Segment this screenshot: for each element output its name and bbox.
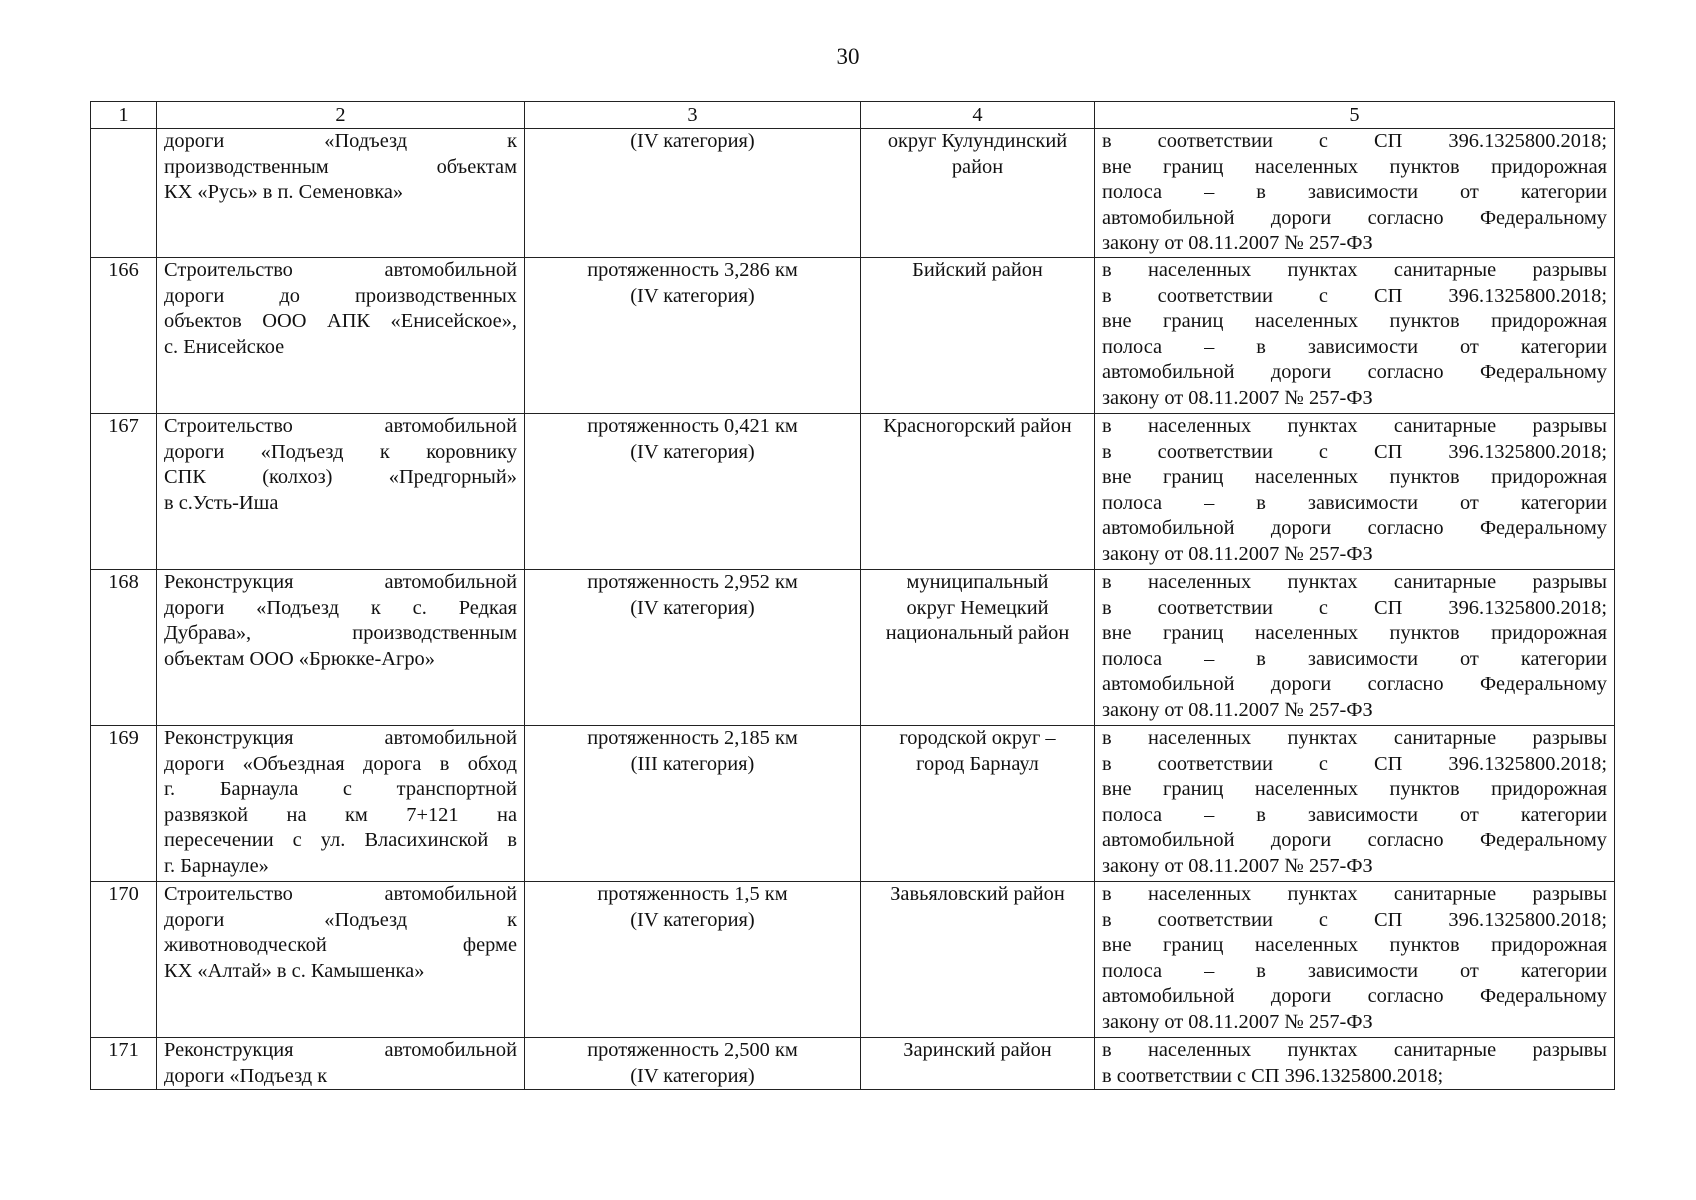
cell-text-line: протяженность 2,185 км [587, 727, 798, 749]
cell-text-line: дороги «Подъезд к [164, 130, 517, 152]
cell-text-line: полоса – в зависимости от категории [1102, 491, 1607, 514]
cell-text-line: (IV категория) [630, 130, 755, 152]
object-length-cell [525, 726, 861, 882]
cell-text-line: вне границ населенных пунктов придорожная [1102, 778, 1607, 801]
cell-text-line: Дубрава», производственным [164, 622, 517, 645]
cell-text-line: с. Енисейское [164, 335, 285, 358]
cell-text-line: автомобильной дороги согласно Федеральному [1102, 985, 1607, 1008]
cell-text-line: полоса – в зависимости от категории [1102, 959, 1607, 982]
cell-text-line: вне границ населенных пунктов придорожная [1102, 622, 1607, 645]
cell-text-line: протяженность 1,5 км [597, 883, 788, 905]
cell-text-line: в населенных пунктах санитарные разрывы [1102, 1039, 1607, 1061]
table-row [91, 882, 1615, 1038]
cell-text-line: Строительство автомобильной [164, 883, 517, 905]
cell-text-line: СПК (колхоз) «Предгорный» [164, 466, 517, 489]
page-number: 30 [836, 44, 860, 69]
object-name-cell [157, 1038, 525, 1090]
cell-text-line: протяженность 2,500 км [587, 1039, 798, 1061]
cell-text-line: протяженность 2,952 км [587, 571, 798, 593]
cell-text-line: дороги «Объездная дорога в обход [164, 752, 517, 775]
cell-text-line: Реконструкция автомобильной [164, 571, 517, 593]
cell-text-line: г. Барнаула с транспортной [164, 778, 517, 801]
column-number-3: 3 [525, 102, 861, 129]
column-number-4: 4 [861, 102, 1095, 129]
object-name-cell [157, 882, 525, 1038]
object-length-cell [525, 570, 861, 726]
cell-text-line: протяженность 3,286 км [587, 259, 798, 281]
cell-text-line: городской округ – [899, 727, 1056, 749]
cell-text-line: Строительство автомобильной [164, 259, 517, 281]
cell-text-line: национальный район [885, 622, 1070, 645]
row-number: 171 [91, 1038, 157, 1090]
object-name-cell [157, 414, 525, 570]
restrictions-cell [1095, 570, 1615, 726]
cell-text-line: (IV категория) [630, 284, 755, 307]
cell-text-line: муниципальный [906, 571, 1049, 593]
cell-text-line: полоса – в зависимости от категории [1102, 647, 1607, 670]
cell-text-line: Реконструкция автомобильной [164, 1039, 517, 1061]
cell-text-line: закону от 08.11.2007 № 257-ФЗ [1102, 232, 1373, 255]
location-cell [861, 726, 1095, 882]
cell-text-line: дороги «Подъезд к [164, 1064, 328, 1087]
cell-text-line: в населенных пунктах санитарные разрывы [1102, 571, 1607, 593]
cell-text-line: производственным объектам [164, 155, 517, 178]
cell-text-line: в соответствии с СП 396.1325800.2018; [1102, 1064, 1444, 1087]
table-body [91, 102, 1615, 1090]
cell-text-line: вне границ населенных пунктов придорожная [1102, 310, 1607, 333]
cell-text-line: округ Немецкий [906, 596, 1049, 619]
cell-text-line: автомобильной дороги согласно Федеральному [1102, 517, 1607, 540]
cell-text-line: протяженность 0,421 км [587, 415, 798, 437]
table-row [91, 414, 1615, 570]
object-length-cell [525, 882, 861, 1038]
row-number: 169 [91, 726, 157, 882]
cell-text-line: закону от 08.11.2007 № 257-ФЗ [1102, 1010, 1373, 1033]
cell-text-line: автомобильной дороги согласно Федеральному [1102, 829, 1607, 852]
column-number-header-row [91, 102, 1615, 129]
location-cell [861, 570, 1095, 726]
cell-text-line: объектов ООО АПК «Енисейское», [164, 310, 517, 333]
cell-text-line: г. Барнауле» [164, 854, 269, 877]
object-name-cell [157, 570, 525, 726]
restrictions-cell [1095, 129, 1615, 258]
restrictions-cell [1095, 1038, 1615, 1090]
cell-text-line: в населенных пунктах санитарные разрывы [1102, 415, 1607, 437]
location-cell [861, 258, 1095, 414]
cell-text-line: дороги «Подъезд к коровнику [164, 440, 517, 463]
cell-text-line: вне границ населенных пунктов придорожная [1102, 934, 1607, 957]
cell-text-line: город Барнаул [916, 752, 1039, 775]
column-number-5: 5 [1095, 102, 1615, 129]
cell-text-line: Реконструкция автомобильной [164, 727, 517, 749]
row-number [91, 129, 157, 258]
object-length-cell [525, 414, 861, 570]
cell-text-line: округ Кулундинский [887, 130, 1068, 152]
cell-text-line: в с.Усть-Иша [164, 491, 279, 514]
row-number: 168 [91, 570, 157, 726]
cell-text-line: пересечении с ул. Власихинской в [164, 829, 517, 852]
cell-text-line: (IV категория) [630, 440, 755, 463]
cell-text-line: закону от 08.11.2007 № 257-ФЗ [1102, 542, 1373, 565]
location-cell [861, 129, 1095, 258]
cell-text-line: (IV категория) [630, 908, 755, 931]
cell-text-line: закону от 08.11.2007 № 257-ФЗ [1102, 698, 1373, 721]
location-cell [861, 1038, 1095, 1090]
cell-text-line: закону от 08.11.2007 № 257-ФЗ [1102, 386, 1373, 409]
cell-text-line: в соответствии с СП 396.1325800.2018; [1102, 596, 1607, 619]
column-number-2: 2 [157, 102, 525, 129]
cell-text-line: Строительство автомобильной [164, 415, 517, 437]
cell-text-line: в соответствии с СП 396.1325800.2018; [1102, 130, 1607, 152]
row-number: 167 [91, 414, 157, 570]
cell-text-line: полоса – в зависимости от категории [1102, 803, 1607, 826]
cell-text-line: в населенных пунктах санитарные разрывы [1102, 259, 1607, 281]
cell-text-line: в населенных пунктах санитарные разрывы [1102, 883, 1607, 905]
cell-text-line: в соответствии с СП 396.1325800.2018; [1102, 284, 1607, 307]
object-name-cell [157, 726, 525, 882]
objects-table [90, 101, 1615, 1090]
cell-text-line: в соответствии с СП 396.1325800.2018; [1102, 440, 1607, 463]
cell-text-line: вне границ населенных пунктов придорожная [1102, 155, 1607, 178]
row-number: 170 [91, 882, 157, 1038]
cell-text-line: объектам ООО «Брюкке-Агро» [164, 647, 435, 670]
cell-text-line: Бийский район [912, 259, 1043, 281]
table-row [91, 1038, 1615, 1090]
cell-text-line: (III категория) [630, 752, 755, 775]
location-cell [861, 414, 1095, 570]
object-name-cell [157, 129, 525, 258]
cell-text-line: автомобильной дороги согласно Федеральному [1102, 206, 1607, 229]
cell-text-line: в соответствии с СП 396.1325800.2018; [1102, 752, 1607, 775]
restrictions-cell [1095, 726, 1615, 882]
cell-text-line: дороги «Подъезд к [164, 908, 517, 931]
cell-text-line: полоса – в зависимости от категории [1102, 181, 1607, 204]
object-length-cell [525, 129, 861, 258]
cell-text-line: КХ «Алтай» в с. Камышенка» [164, 959, 425, 982]
object-length-cell [525, 258, 861, 414]
cell-text-line: КХ «Русь» в п. Семеновка» [164, 181, 404, 204]
cell-text-line: вне границ населенных пунктов придорожная [1102, 466, 1607, 489]
cell-text-line: животноводческой ферме [164, 934, 517, 957]
restrictions-cell [1095, 414, 1615, 570]
restrictions-cell [1095, 258, 1615, 414]
cell-text-line: Красногорский район [883, 415, 1072, 437]
cell-text-line: (IV категория) [630, 1064, 755, 1087]
cell-text-line: автомобильной дороги согласно Федеральному [1102, 361, 1607, 384]
row-number: 166 [91, 258, 157, 414]
table-row [91, 570, 1615, 726]
location-cell [861, 882, 1095, 1038]
cell-text-line: Завьяловский район [890, 883, 1065, 905]
column-number-1: 1 [91, 102, 157, 129]
table-row [91, 129, 1615, 258]
cell-text-line: в населенных пунктах санитарные разрывы [1102, 727, 1607, 749]
cell-text-line: дороги «Подъезд к с. Редкая [164, 596, 517, 619]
cell-text-line: развязкой на км 7+121 на [164, 803, 517, 826]
cell-text-line: (IV категория) [630, 596, 755, 619]
cell-text-line: закону от 08.11.2007 № 257-ФЗ [1102, 854, 1373, 877]
object-name-cell [157, 258, 525, 414]
object-length-cell [525, 1038, 861, 1090]
cell-text-line: полоса – в зависимости от категории [1102, 335, 1607, 358]
cell-text-line: в соответствии с СП 396.1325800.2018; [1102, 908, 1607, 931]
cell-text-line: Заринский район [903, 1039, 1052, 1061]
table-row [91, 258, 1615, 414]
cell-text-line: дороги до производственных [164, 284, 517, 307]
table-row [91, 726, 1615, 882]
cell-text-line: автомобильной дороги согласно Федеральному [1102, 673, 1607, 696]
cell-text-line: район [951, 155, 1004, 178]
restrictions-cell [1095, 882, 1615, 1038]
